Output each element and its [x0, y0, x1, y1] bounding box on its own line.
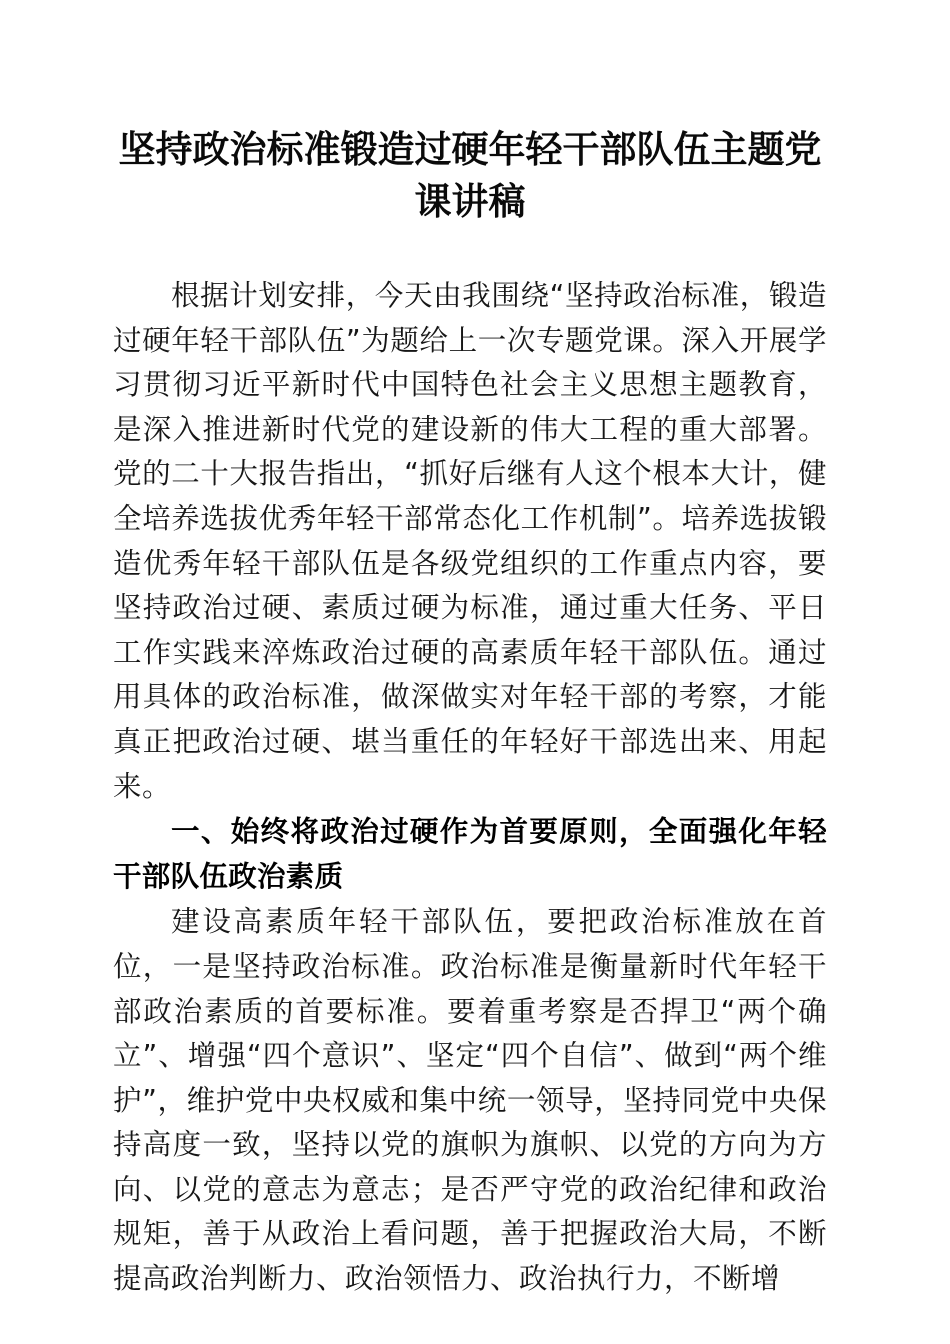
body-paragraph-2: 建设高素质年轻干部队伍，要把政治标准放在首位，一是坚持政治标准。政治标准是衡量新时代年轻干部政治素质的首要标准。要着重考察是否捍卫“两个确立”、增强“四个意识”、坚定“四个自信”、做到“两个维护”，维护党中央权威和集中统一领导，坚持同党中央保持高度一致，坚持以党的旗帜为旗帜、以党的方向为方向、以党的意志为意志；是否严守党的政治纪律和政治规矩，善于从政治上看问题，善于把握政治大局，不断提高政治判断力、政治领悟力、政治执行力，不断增 — [113, 905, 827, 1296]
section-heading-1: 一、始终将政治过硬作为首要原则，全面强化年轻干部队伍政治素质 — [113, 816, 827, 893]
document-content — [113, 0, 827, 1302]
page-title: 坚持政治标准锻造过硬年轻干部队伍主题党课讲稿 — [118, 127, 822, 223]
body-paragraph-1: 根据计划安排，今天由我围绕“坚持政治标准，锻造过硬年轻干部队伍”为题给上一次专题党课。深入开展学习贯彻习近平新时代中国特色社会主义思想主题教育，是深入推进新时代党的建设新的伟大工程的重大部署。党的二十大报告指出，“抓好后继有人这个根本大计，健全培养选拔优秀年轻干部常态化工作机制”。培养选拔锻造优秀年轻干部队伍是各级党组织的工作重点内容，要坚持政治过硬、素质过硬为标准，通过重大任务、平日工作实践来淬炼政治过硬的高素质年轻干部队伍。通过用具体的政治标准，做深做实对年轻干部的考察，才能真正把政治过硬、堪当重任的年轻好干部选出来、用起来。 — [113, 279, 827, 803]
